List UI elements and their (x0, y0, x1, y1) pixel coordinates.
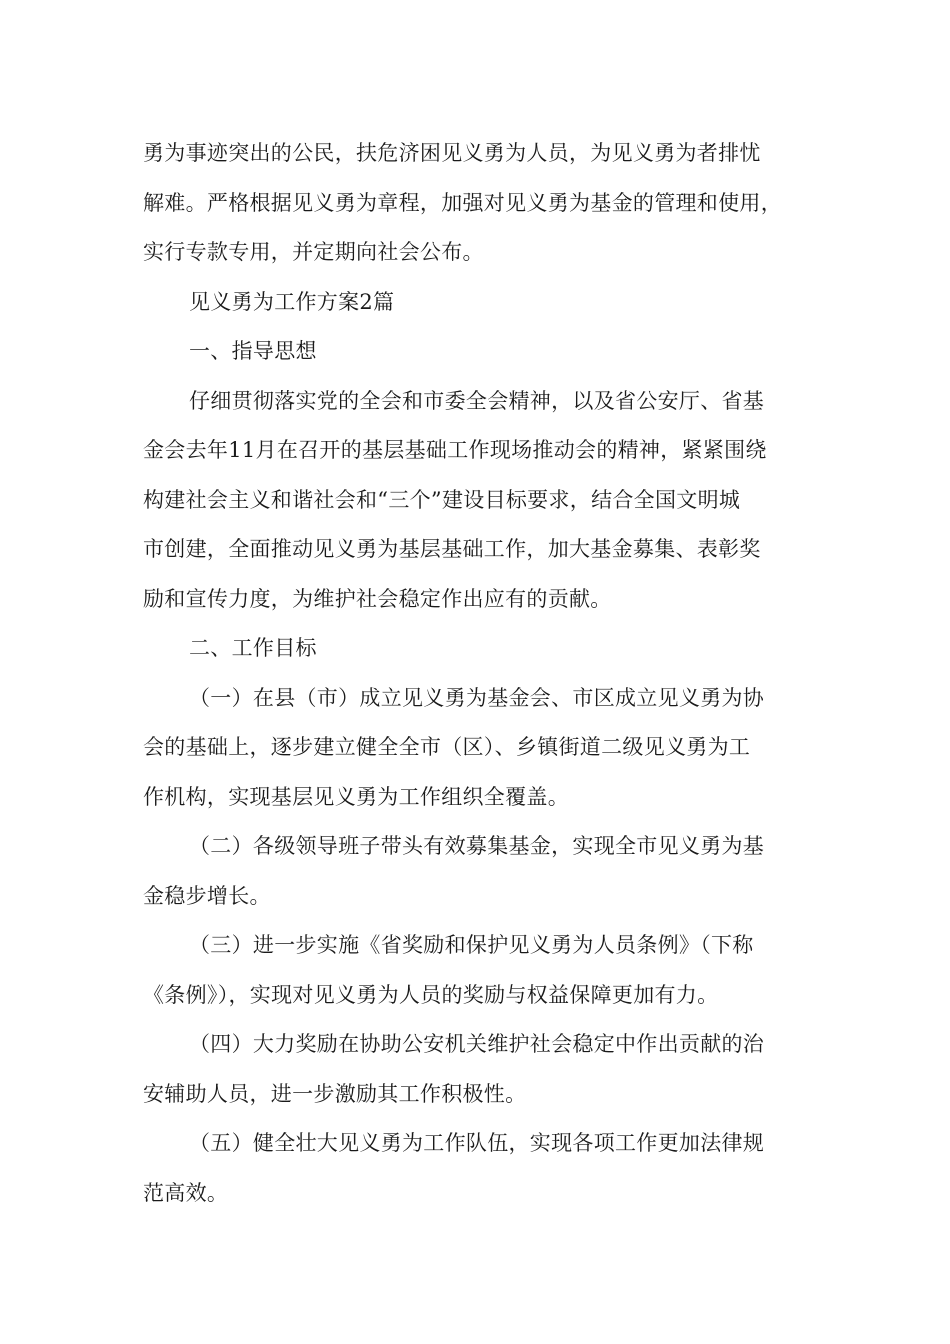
text-line: 《条例》），实现对见义勇为人员的奖励与权益保障更加有力。 (143, 982, 719, 1007)
paragraph-goal-1 (143, 674, 813, 823)
text-line: 范高效。 (143, 1180, 229, 1205)
text-line: 市创建，全面推动见义勇为基层基础工作，加大基金募集、表彰奖 (143, 537, 761, 561)
paragraph-continuation (143, 129, 813, 278)
text-line: （二）各级领导班子带头有效募集基金，实现全市见义勇为基 (189, 834, 765, 858)
text-line: 勇为事迹突出的公民，扶危济困见义勇为人员，为见义勇为者排忧 (143, 141, 761, 165)
text-line: 构建社会主义和谐社会和“三个”建设目标要求，结合全国文明城 (143, 487, 741, 512)
text-line: 金稳步增长。 (143, 883, 271, 908)
text-line: （四）大力奖励在协助公安机关维护社会稳定中作出贡献的治 (189, 1032, 765, 1056)
section-title (143, 278, 813, 328)
text-line: 解难。严格根据见义勇为章程，加强对见义勇为基金的管理和使用， (143, 190, 782, 215)
heading-guiding-thought (143, 327, 813, 377)
paragraph-goal-2 (143, 822, 813, 921)
text-line: （五）健全壮大见义勇为工作队伍，实现各项工作更加法律规 (189, 1131, 765, 1155)
paragraph-goal-3 (143, 921, 813, 1020)
heading-work-goals (143, 624, 813, 674)
paragraph-guiding-thought (143, 377, 813, 625)
text-line: 会的基础上，逐步建立健全全市（区）、乡镇街道二级见义勇为工 (143, 735, 751, 759)
text-line: 金会去年11月在召开的基层基础工作现场推动会的精神，紧紧围绕 (143, 438, 767, 462)
text-line: 励和宣传力度，为维护社会稳定作出应有的贡献。 (143, 586, 612, 611)
text-line: 一、指导思想 (189, 339, 317, 363)
text-line: 安辅助人员，进一步激励其工作积极性。 (143, 1081, 527, 1106)
text-line: （三）进一步实施《省奖励和保护见义勇为人员条例》（下称 (189, 933, 754, 957)
text-line: （一）在县（市）成立见义勇为基金会、市区成立见义勇为协 (189, 685, 765, 710)
paragraph-goal-4 (143, 1020, 813, 1119)
paragraph-goal-5 (143, 1119, 813, 1218)
text-line: 作机构，实现基层见义勇为工作组织全覆盖。 (143, 784, 569, 809)
document-page (143, 129, 813, 1218)
text-line: 二、工作目标 (189, 636, 317, 660)
text-line: 仔细贯彻落实党的全会和市委全会精神，以及省公安厅、省基 (189, 388, 765, 413)
text-line: 实行专款专用，并定期向社会公布。 (143, 240, 484, 264)
text-line: 见义勇为工作方案2篇 (189, 289, 395, 314)
